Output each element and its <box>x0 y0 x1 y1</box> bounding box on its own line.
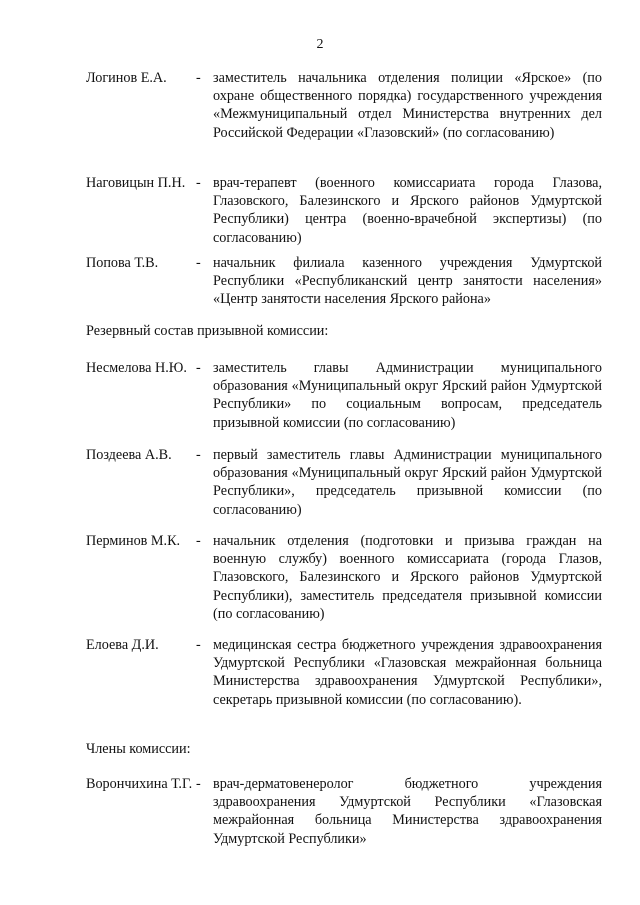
member-dash: - <box>196 776 201 792</box>
member-description: начальник отделения (подготовки и призыва граждан на военную службу) военного комиссариата (города Глазов, Глазовского, Балезинского и Ярского районов Удмуртской Республики), заместитель председателя призывной комиссии (по согласованию) <box>213 533 602 622</box>
member-dash: - <box>196 533 201 549</box>
member-dash: - <box>196 360 201 376</box>
member-dash: - <box>196 70 201 86</box>
member-entry-nagovitsyn <box>86 174 602 247</box>
member-dash: - <box>196 637 201 653</box>
reserve-entry-eloeva <box>86 636 602 709</box>
reserve-entry-pozdeeva <box>86 446 602 519</box>
member-name: Ворончихина Т.Г. <box>86 776 193 792</box>
member-name: Наговицын П.Н. <box>86 175 186 191</box>
member-description: медицинская сестра бюджетного учреждения здравоохранения Удмуртской Республики «Глазовская межрайонная больница Министерства здравоохранения Удмуртской Республики», секретарь призывной комиссии (по согласованию). <box>213 637 602 708</box>
member-description: заместитель главы Администрации муниципального образования «Муниципальный округ Ярский район Удмуртской Республики» по социальным вопросам, председатель призывной комиссии (по согласованию) <box>213 360 602 431</box>
member-name: Перминов М.К. <box>86 533 181 549</box>
reserve-entry-perminov <box>86 532 602 623</box>
member-name: Попова Т.В. <box>86 255 159 271</box>
member-entry-loginov <box>86 69 602 142</box>
member-name: Елоева Д.И. <box>86 637 159 653</box>
commission-entry-voronchikhina <box>86 775 602 848</box>
page-number: 2 <box>316 37 324 52</box>
member-name: Логинов Е.А. <box>86 70 167 86</box>
member-entry-popova <box>86 254 602 309</box>
reserve-section-heading: Резервный состав призывной комиссии: <box>86 323 329 339</box>
members-section-heading: Члены комиссии: <box>86 741 191 757</box>
member-dash: - <box>196 447 201 463</box>
member-description: первый заместитель главы Администрации муниципального образования «Муниципальный округ Ярский район Удмуртской Республики», председатель призывной комиссии (по согласованию) <box>213 447 602 518</box>
reserve-entry-nesmelova <box>86 359 602 432</box>
member-description: заместитель начальника отделения полиции «Ярское» (по охране общественного порядка) государственного учреждения «Межмуниципальный отдел Министерства внутренних дел Российской Федерации «Глазовский» (по согласованию) <box>213 70 602 141</box>
member-description: врач-дерматовенеролог бюджетного учреждения здравоохранения Удмуртской Республики «Глазовская межрайонная больница Министерства здравоохранения Удмуртской Республики» <box>213 776 602 847</box>
member-name: Несмелова Н.Ю. <box>86 360 187 376</box>
member-description: начальник филиала казенного учреждения Удмуртской Республики «Республиканский центр занятости населения» «Центр занятости населения Ярского района» <box>213 255 602 308</box>
member-dash: - <box>196 175 201 191</box>
member-dash: - <box>196 255 201 271</box>
member-description: врач-терапевт (военного комиссариата города Глазова, Глазовского, Балезинского и Ярского районов Удмуртской Республики) центра (военно-врачебной экспертизы) (по согласованию) <box>213 175 602 246</box>
member-name: Поздеева А.В. <box>86 447 172 463</box>
